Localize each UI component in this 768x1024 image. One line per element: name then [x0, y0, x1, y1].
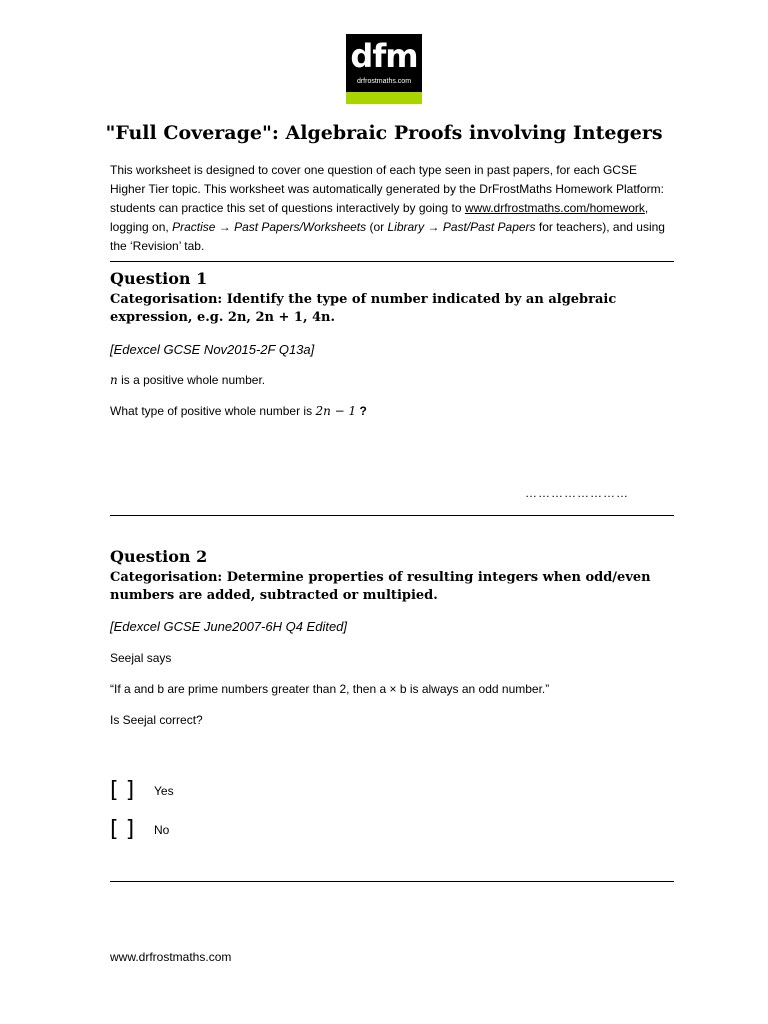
logo-mark: dfm: [350, 37, 418, 75]
checkbox-bracket[interactable]: [ ]: [110, 817, 135, 842]
option-label: Yes: [154, 784, 174, 798]
question-1-source: [Edexcel GCSE Nov2015-2F Q13a]: [110, 342, 315, 357]
question-2-heading: Question 2: [110, 547, 208, 566]
intro-text-1: This worksheet is designed to cover one question of each type seen in past papers, for each GCSE Higher Tier topic. This worksheet was automatically generated by the DrFrostMaths Homework Platform: students can practice this set of questions interactively by going to: [110, 163, 664, 215]
footer-url[interactable]: www.drfrostmaths.com: [110, 950, 232, 964]
option-yes[interactable]: [110, 778, 174, 803]
question-2-categorisation: Categorisation: Determine properties of resulting integers when odd/even numbers are added, subtracted or multipied.: [110, 570, 651, 603]
intro-text-4: for teachers), and using the ‘Revision’ tab.: [110, 220, 665, 253]
intro-paragraph: [110, 161, 670, 256]
dfm-logo: [346, 34, 422, 104]
question-1-heading: Question 1: [110, 269, 208, 288]
line-2-end: ?: [356, 404, 367, 418]
question-1-categorisation: Categorisation: Identify the type of number indicated by an algebraic expression, e.g. 2n, 2n + 1, 4n.: [110, 292, 617, 325]
line-2-text: What type of positive whole number is: [110, 404, 316, 418]
intro-text-2: , logging on,: [110, 201, 649, 234]
checkbox-bracket[interactable]: [ ]: [110, 778, 135, 803]
divider: [110, 261, 674, 262]
logo-accent-bar: [346, 92, 422, 104]
question-2-question: Is Seejal correct?: [110, 713, 203, 727]
answer-line[interactable]: ……………………: [525, 486, 629, 500]
variable-n: n: [110, 373, 118, 387]
line-1-text: is a positive whole number.: [117, 373, 266, 387]
option-label: No: [154, 823, 170, 837]
intro-italic-1: Practise → Past Papers/Worksheets: [172, 220, 367, 234]
page-title: "Full Coverage": Algebraic Proofs involving Integers: [105, 122, 663, 144]
question-2-quote: “If a and b are prime numbers greater than 2, then a × b is always an odd number.”: [110, 682, 550, 696]
expression: 2n − 1: [315, 404, 357, 418]
divider: [110, 515, 674, 516]
question-2-line-1: Seejal says: [110, 651, 172, 665]
question-1-line-1: [110, 373, 265, 387]
intro-text-3: (or: [366, 220, 388, 234]
homework-link[interactable]: www.drfrostmaths.com/homework: [464, 201, 645, 215]
question-1-line-2: [110, 404, 367, 418]
question-2-source: [Edexcel GCSE June2007-6H Q4 Edited]: [110, 619, 348, 634]
logo-site: drfrostmaths.com: [356, 78, 412, 85]
option-no[interactable]: [110, 817, 170, 842]
intro-italic-2: Library → Past/Past Papers: [387, 220, 536, 234]
divider: [110, 881, 674, 882]
